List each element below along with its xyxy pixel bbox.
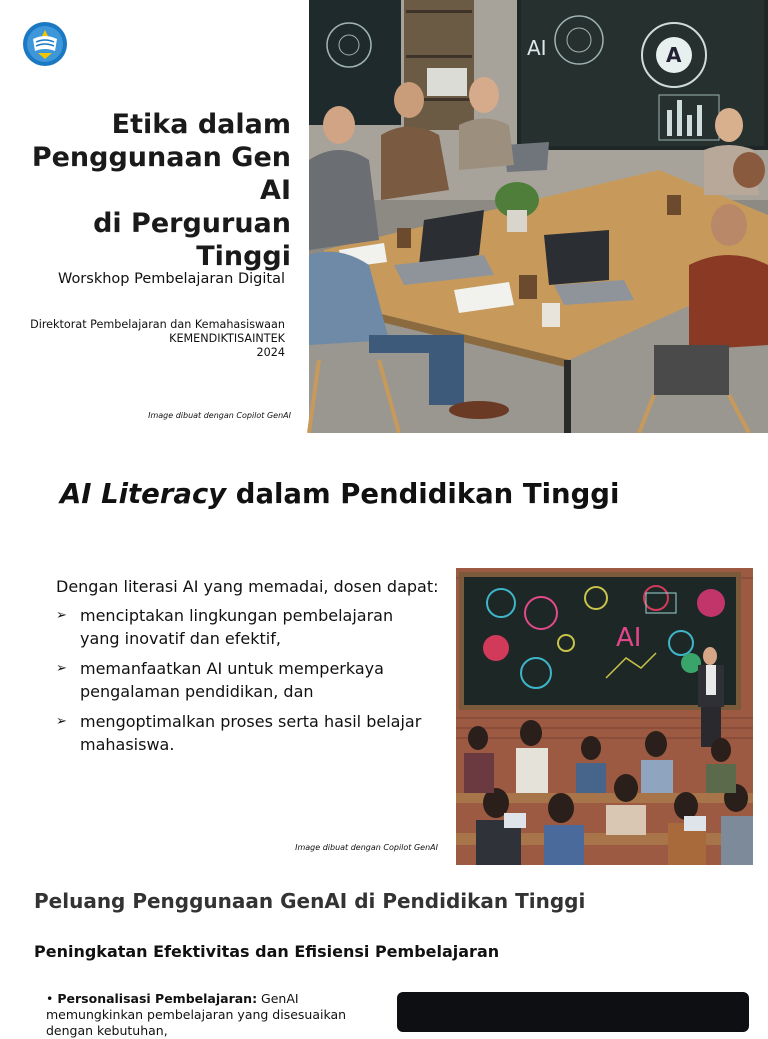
slide-heading <box>60 478 619 510</box>
bullet-label: Personalisasi Pembelajaran: <box>57 991 258 1006</box>
section-subheading: Peningkatan Efektivitas dan Efisiensi Pembelajaran <box>34 942 500 961</box>
slide-title-heading <box>1 108 291 273</box>
list-item <box>56 604 436 650</box>
org-line-ministry: KEMENDIKTISAINTEK <box>169 332 285 345</box>
slide-title <box>0 0 768 433</box>
workshop-subtitle: Worskhop Pembelajaran Digital <box>57 271 285 287</box>
intro-text: Dengan literasi AI yang memadai, dosen dapat: <box>56 577 439 596</box>
organization-block <box>30 318 285 360</box>
list-item <box>56 710 436 756</box>
list-item-text: memanfaatkan AI untuk memperkaya pengalaman pendidikan, dan <box>80 659 384 701</box>
image-caption: Image dibuat dengan Copilot GenAI <box>295 843 438 852</box>
slide-gap <box>0 433 768 447</box>
meeting-room-ai-whiteboard-image <box>309 0 768 433</box>
title-line-2: Penggunaan Gen AI <box>31 142 291 206</box>
heading-italic: AI Literacy <box>60 478 227 510</box>
title-line-3: di Perguruan Tinggi <box>93 208 291 272</box>
image-caption: Image dibuat dengan Copilot GenAI <box>148 411 291 420</box>
ministry-emblem-icon <box>22 21 68 67</box>
list-item <box>56 657 436 703</box>
slide-genai-opportunities <box>0 878 768 1038</box>
benefit-list <box>56 604 436 763</box>
arrow-bullet-icon: ➢ <box>56 714 67 729</box>
title-line-1: Etika dalam <box>111 109 291 140</box>
list-item <box>46 991 376 1039</box>
bullet-text: GenAI memungkinkan pembelajaran yang disesuaikan dengan kebutuhan, <box>46 991 347 1038</box>
slide-ai-literacy <box>0 447 768 865</box>
svg-text:AI: AI <box>527 36 547 60</box>
slide-heading: Peluang Penggunaan GenAI di Pendidikan Tinggi <box>34 889 586 913</box>
svg-text:A: A <box>666 43 682 67</box>
lecture-hall-ai-blackboard-image <box>456 568 753 865</box>
arrow-bullet-icon: ➢ <box>56 608 67 623</box>
arrow-bullet-icon: ➢ <box>56 661 67 676</box>
dark-screen-image <box>397 992 749 1032</box>
org-line-year: 2024 <box>256 346 285 359</box>
bullet-dot-icon: • <box>46 991 54 1006</box>
list-item-text: mengoptimalkan proses serta hasil belajar mahasiswa. <box>80 712 422 754</box>
list-item-text: menciptakan lingkungan pembelajaran yang inovatif dan efektif, <box>80 606 394 648</box>
org-line-directorate: Direktorat Pembelajaran dan Kemahasiswaan <box>30 318 285 331</box>
svg-text:AI: AI <box>616 623 642 653</box>
heading-rest: dalam Pendidikan Tinggi <box>226 478 620 510</box>
slide-gap <box>0 865 768 878</box>
